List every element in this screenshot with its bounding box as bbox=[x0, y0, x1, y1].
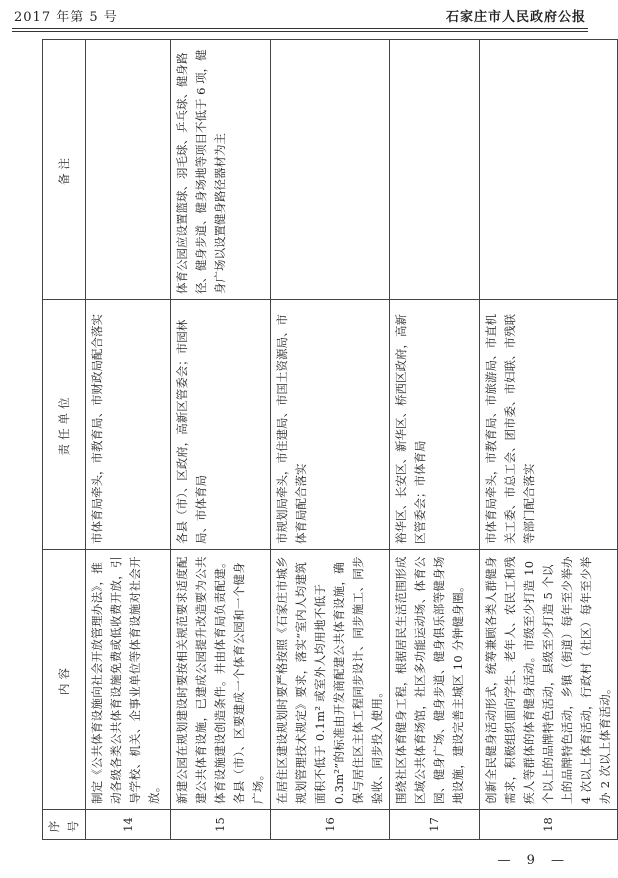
row-content: 制定《公共体育设施向社会开放管理办法》，推动各级各类公共体育设施免费或低收费开放，引导学校、机关、企事业单位等体育设施对社会开放。 bbox=[86, 550, 171, 810]
header-rule bbox=[12, 28, 588, 29]
col-header-unit: 责任单位 bbox=[43, 300, 86, 550]
row-content: 创新全民健身活动形式，统筹兼顾各类人群健身需求，积极组织面向学生、老年人、农民工和残疾人等群体的体育健身活动。市级至少打造 10 个以上的品牌特色活动，县级至少打造 5 个以上的品牌特色活动，乡镇（街道）每年至少举办 4 次以上体育活动，行政村（社区）每年至少举办 2 次以上体育活动。 bbox=[480, 550, 618, 810]
task-table bbox=[42, 39, 618, 840]
row-unit: 裕华区、长安区、新华区、桥西区政府，高新区管委会；市体育局 bbox=[390, 300, 480, 550]
row-note bbox=[271, 40, 390, 300]
row-content: 在居住区建设规划时要严格按照《石家庄市城乡规划管理技术规定》要求，落实“室内人均建筑面积不低于 0.1m² 或室外人均用地不低于 0.3m²”的标准由开发商配建公共体育设施，确保与居住区主体工程同步设计、同步施工、同步验收、同步投入使用。 bbox=[271, 550, 390, 810]
table-row bbox=[171, 40, 271, 840]
page-number: — 9 — bbox=[497, 853, 570, 868]
row-number: 17 bbox=[390, 810, 480, 840]
table-row bbox=[480, 40, 618, 840]
col-header-content: 内容 bbox=[43, 550, 86, 810]
row-unit: 市规划局牵头，市住建局、市国土资源局、市体育局配合落实 bbox=[271, 300, 390, 550]
row-number: 16 bbox=[271, 810, 390, 840]
col-header-number: 序号 bbox=[43, 810, 86, 840]
row-content: 新建公园在规划建设时要按相关规范要求适度配建公共体育设施，已建成公园提升改造要为公共体育设施建设创造条件。井由体育局负责配建。各县（市）、区要建成一个体育公园和一个健身广场。 bbox=[171, 550, 271, 810]
row-note bbox=[480, 40, 618, 300]
table-row bbox=[86, 40, 171, 840]
row-note bbox=[390, 40, 480, 300]
row-note bbox=[86, 40, 171, 300]
table-header-row bbox=[43, 40, 86, 840]
row-unit: 市体育局牵头，市教育局、市财政局配合落实 bbox=[86, 300, 171, 550]
row-unit: 市体育局牵头，市教育局、市旅游局、市直机关工委、市总工会、团市委、市妇联、市残联等部门配合落实 bbox=[480, 300, 618, 550]
row-number: 14 bbox=[86, 810, 171, 840]
header-rule-thin bbox=[12, 31, 588, 32]
row-note: 体育公园应设置篮球、羽毛球、乒乓球、健身路径、健身步道、健身场地等项目不低于 6 项，健身广场以设置健身路径器材为主 bbox=[171, 40, 271, 300]
journal-title: 石家庄市人民政府公报 bbox=[445, 10, 586, 25]
row-unit: 各县（市）、区政府，高新区管委会；市园林局、市体育局 bbox=[171, 300, 271, 550]
journal-issue: 2017 年第 5 号 bbox=[14, 10, 118, 25]
row-content: 围绕社区体育健身工程，根据居民生活范围形成区域公共体育场馆，社区多功能运动场、体育公园、健身广场、健身步道、健身俱乐部等健身场地设施，建设完善主城区 10 分钟健身圈。 bbox=[390, 550, 480, 810]
row-number: 18 bbox=[480, 810, 618, 840]
table-row bbox=[390, 40, 480, 840]
row-number: 15 bbox=[171, 810, 271, 840]
col-header-note: 备注 bbox=[43, 40, 86, 300]
rotated-table-area bbox=[42, 40, 612, 840]
table-row bbox=[271, 40, 390, 840]
